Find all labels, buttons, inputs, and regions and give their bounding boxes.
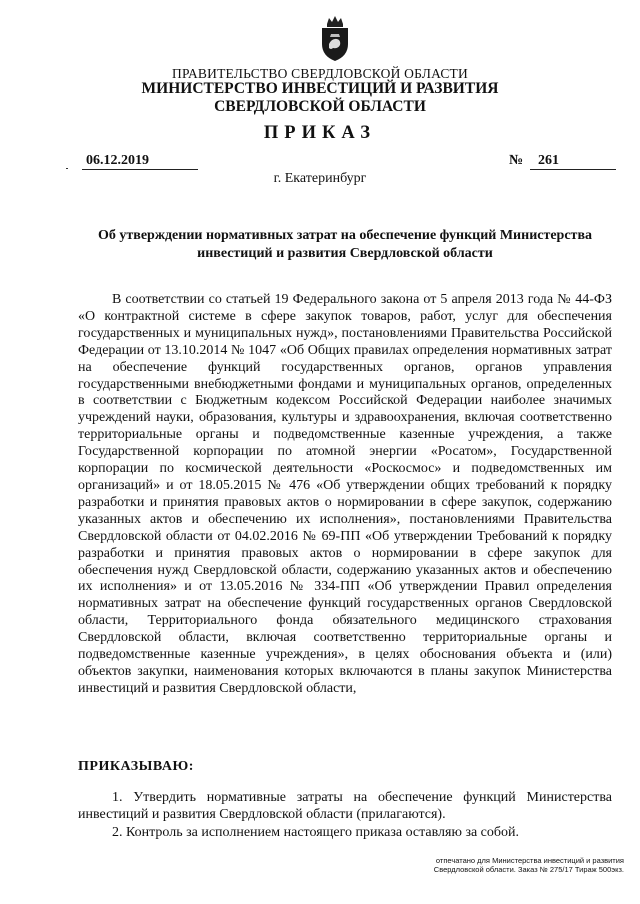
preamble-paragraph: В соответствии со статьей 19 Федерального закона от 5 апреля 2013 года № 44-ФЗ «О контрактной системе в сфере закупок товаров, работ, услуг для обеспечения государственных и муниципальных нужд», постановлениями Правительства Российской Федерации от 13.10.2014 № 1047 «Об Общих правилах определения нормативных затрат на обеспечение функций государственных органов, органов управления государственными внебюджетными фондами и муниципальных органов, определенных в соответствии с Бюджетным кодексом Российской Федерации наиболее значимых учреждений науки, образования, культуры и здравоохранения, включая соответственно территориальные органы и подведомственные казенные учреждения, а также Государственной корпорации по атомной энергии «Росатом», Государственной корпорации по космической деятельности «Роскосмос» и подведомственных им организаций» и от 18.05.2015 № 476 «Об утверждении общих требований к порядку разработки и принятия правовых актов о нормировании в сфере закупок, содержанию указанных актов и обеспечению их исполнения», постановлениями Правительства Свердловской области от 04.02.2016 № 69-ПП «Об утверждении Требований к порядку разработки и принятия правовых актов о нормировании в сфере закупок для обеспечения нужд Свердловской области, содержанию указанных актов и обеспечению их исполнения» и от 13.05.2016 № 334-ПП «Об утверждении Правил определения нормативных затрат на обеспечение функций государственных органов Свердловской области, Территориального фонда обязательного медицинского страхования Свердловской области, включая соответственно территориальные органы и подведомственные казенные учреждения», в целях обоснования объекта и (или) объектов закупки, наименования которых включаются в планы закупок Министерства инвестиций и развития Свердловской области, <box>78 292 612 696</box>
ministry-name-line2: СВЕРДЛОВСКОЙ ОБЛАСТИ <box>214 98 426 115</box>
document-city: г. Екатеринбург <box>273 171 367 186</box>
order-item-1: 1. Утвердить нормативные затраты на обеспечение функций Министерства инвестиций и развития Свердловской области (прилагаются). <box>78 790 612 822</box>
sverdlovsk-coat-of-arms-icon <box>318 14 352 62</box>
document-number: 261 <box>530 153 616 170</box>
government-name: ПРАВИТЕЛЬСТВО СВЕРДЛОВСКОЙ ОБЛАСТИ <box>172 66 468 81</box>
imprint-line-1: отпечатано для Министерства инвестиций и развития <box>435 856 624 865</box>
number-sign: № <box>509 153 524 168</box>
margin-mark <box>66 168 68 169</box>
ministry-name-line1: МИНИСТЕРСТВО ИНВЕСТИЦИЙ И РАЗВИТИЯ <box>141 80 499 97</box>
order-item-2: 2. Контроль за исполнением настоящего приказа оставляю за собой. <box>112 825 520 840</box>
ministry-name <box>0 80 640 116</box>
imprint-line-2: Свердловской области. Заказ № 275/17 Тираж 500экз. <box>433 865 624 874</box>
document-date: 06.12.2019 <box>82 153 198 170</box>
document-type: ПРИКАЗ <box>263 123 377 143</box>
document-title: Об утверждении нормативных затрат на обеспечение функций Министерства инвестиций и развития Свердловской области <box>98 228 592 261</box>
printing-imprint <box>364 856 624 874</box>
order-heading: ПРИКАЗЫВАЮ: <box>78 759 194 774</box>
